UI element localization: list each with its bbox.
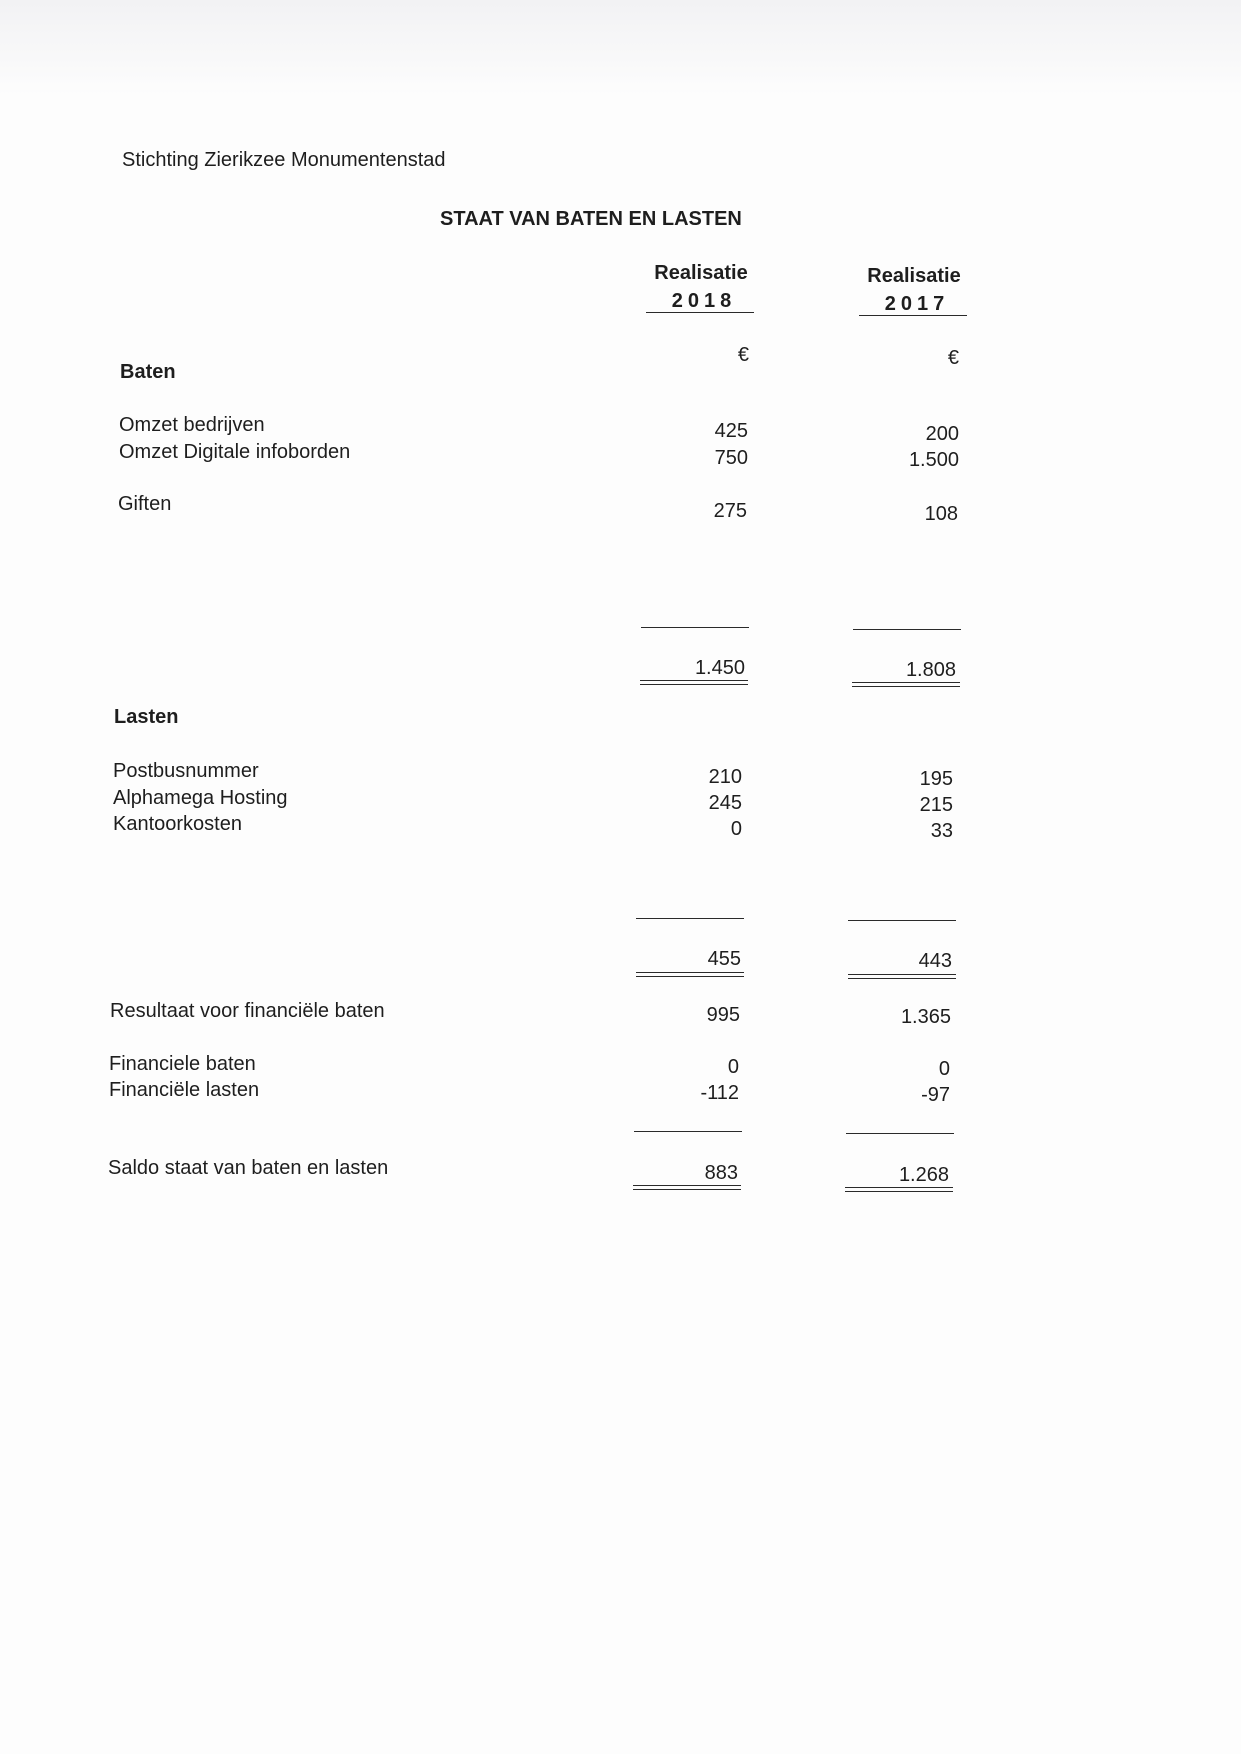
saldo-label: Saldo staat van baten en lasten (108, 1157, 389, 1179)
total-double-rule-2018 (640, 680, 748, 685)
row-label: Alphamega Hosting (113, 787, 288, 809)
row-value-2018: -112 (700, 1082, 739, 1104)
scan-shadow (0, 0, 1241, 95)
section-heading-lasten: Lasten (114, 706, 179, 728)
saldo-value-2017: 1.268 (898, 1164, 949, 1186)
row-label: Kantoorkosten (113, 813, 242, 835)
resultaat-value-2018: 995 (706, 1004, 740, 1026)
row-value-2017: 0 (938, 1058, 950, 1080)
total-double-rule-2017 (852, 682, 960, 687)
row-label: Financiele baten (109, 1053, 256, 1075)
row-value-2017: 108 (924, 503, 958, 525)
row-value-2018: 275 (713, 500, 747, 522)
total-double-rule-2017 (848, 974, 956, 979)
resultaat-label: Resultaat voor financiële baten (110, 1000, 385, 1022)
total-double-rule-2018 (636, 972, 744, 977)
column-year-2018: 2018 (671, 290, 737, 312)
saldo-double-rule-2018 (633, 1185, 741, 1190)
row-value-2017: 215 (919, 794, 953, 816)
subtotal-rule-2017 (846, 1133, 954, 1134)
row-value-2017: 195 (919, 768, 953, 790)
row-value-2017: 1.500 (908, 449, 959, 471)
column-heading-2018: Realisatie (654, 262, 748, 284)
row-value-2018: 0 (727, 1056, 739, 1078)
row-value-2018: 245 (708, 792, 742, 814)
row-value-2017: -97 (921, 1084, 950, 1106)
subtotal-rule-2017 (848, 920, 956, 921)
column-year-2017: 2017 (884, 293, 950, 315)
saldo-double-rule-2017 (845, 1187, 953, 1192)
row-label: Omzet bedrijven (119, 414, 265, 436)
row-label: Omzet Digitale infoborden (119, 441, 351, 463)
subtotal-rule-2018 (634, 1131, 742, 1132)
row-label: Postbusnummer (113, 760, 259, 782)
total-value-2017: 1.808 (905, 659, 956, 681)
header-underline-2018 (646, 312, 754, 313)
row-value-2018: 210 (708, 766, 742, 788)
total-value-2018: 1.450 (694, 657, 745, 679)
resultaat-value-2017: 1.365 (900, 1006, 951, 1028)
organization-name: Stichting Zierikzee Monumentenstad (122, 149, 446, 171)
saldo-value-2018: 883 (704, 1162, 738, 1184)
row-value-2018: 0 (730, 818, 742, 840)
section-heading-baten: Baten (120, 361, 176, 383)
row-value-2017: 33 (930, 820, 953, 842)
total-value-2018: 455 (707, 948, 741, 970)
column-heading-2017: Realisatie (867, 265, 961, 287)
row-label: Giften (118, 493, 172, 515)
row-value-2018: 750 (714, 447, 748, 469)
subtotal-rule-2017 (853, 629, 961, 630)
statement-title: STAAT VAN BATEN EN LASTEN (440, 208, 742, 230)
row-label: Financiële lasten (109, 1079, 260, 1101)
row-value-2017: 200 (925, 423, 959, 445)
row-value-2018: 425 (714, 420, 748, 442)
subtotal-rule-2018 (636, 918, 744, 919)
currency-symbol-2018: € (737, 344, 749, 366)
subtotal-rule-2018 (641, 627, 749, 628)
total-value-2017: 443 (918, 950, 952, 972)
header-underline-2017 (859, 315, 967, 316)
currency-symbol-2017: € (947, 347, 959, 369)
